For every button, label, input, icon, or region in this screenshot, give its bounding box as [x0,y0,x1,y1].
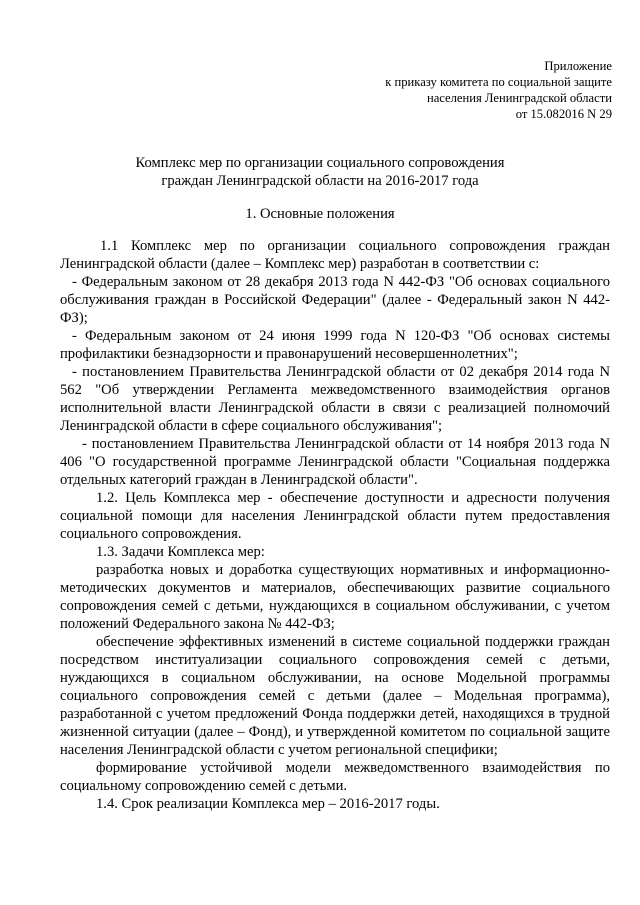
decree-562-item: - постановлением Правительства Ленинградской области от 02 декабря 2014 года N 562 "Об утверждении Регламента межведомственного взаимодействия органов исполнительной власти Ленинградской области в связи с реализацией полномочий Ленинградской области в сфере социального обслуживания"; [60,364,610,434]
task-item-3: формирование устойчивой модели межведомственного взаимодействия по социальному сопровождению семей с детьми. [60,760,610,794]
document-body [60,237,610,813]
document-title [0,154,640,190]
law-120-item: - Федеральным законом от 24 июня 1999 года N 120-ФЗ "Об основах системы профилактики безнадзорности и правонарушений несовершеннолетних"; [60,328,610,362]
decree-406-item: - постановлением Правительства Ленинградской области от 14 ноября 2013 года N 406 "О государственной программе Ленинградской области "Социальная поддержка отдельных категорий граждан в Ленинградской области". [60,436,610,488]
law-442-item: - Федеральным законом от 28 декабря 2013 года N 442-ФЗ "Об основах социального обслуживания граждан в Российской Федерации" (далее - Федеральный закон N 442-ФЗ); [60,274,610,326]
paragraph-1-1: 1.1 Комплекс мер по организации социального сопровождения граждан Ленинградской области (далее – Комплекс мер) разработан в соответствии с: [60,238,610,272]
appendix-label: Приложение [544,59,612,73]
paragraph-1-3: 1.3. Задачи Комплекса мер: [96,544,265,560]
task-item-1: разработка новых и доработка существующих нормативных и информационно-методических документов и материалов, обеспечивающих развитие социального сопровождения семей с детьми, нуждающихся в социальном обслуживании, с учетом положений Федерального закона № 442-ФЗ; [60,562,610,632]
appendix-order-ref: к приказу комитета по социальной защите [385,75,612,89]
title-line-1: Комплекс мер по организации социального сопровождения [135,155,505,171]
task-item-2: обеспечение эффективных изменений в системе социальной поддержки граждан посредством институализации социального сопровождения семей с детьми, нуждающихся в социальном обслуживании, на основе Модельной программы социального сопровождения семей с детьми (далее – Модельная программа), разработанной с учетом предложений Фонда поддержки детей, находящихся в трудной жизненной ситуации (далее – Фонд), и утвержденной комитетом по социальной защите населения Ленинградской области с учетом региональной специфики; [60,634,610,758]
appendix-date: от 15.082016 N 29 [515,107,612,121]
section-heading: 1. Основные положения [245,206,395,222]
paragraph-1-4: 1.4. Срок реализации Комплекса мер – 2016-2017 годы. [96,796,440,812]
title-line-2: граждан Ленинградской области на 2016-2017 года [161,173,479,189]
appendix-region: населения Ленинградской области [426,91,612,105]
paragraph-1-2: 1.2. Цель Комплекса мер - обеспечение доступности и адресности получения социальной помощи для населения Ленинградской области путем предоставления социального сопровождения. [60,490,610,542]
appendix-header [385,58,612,122]
